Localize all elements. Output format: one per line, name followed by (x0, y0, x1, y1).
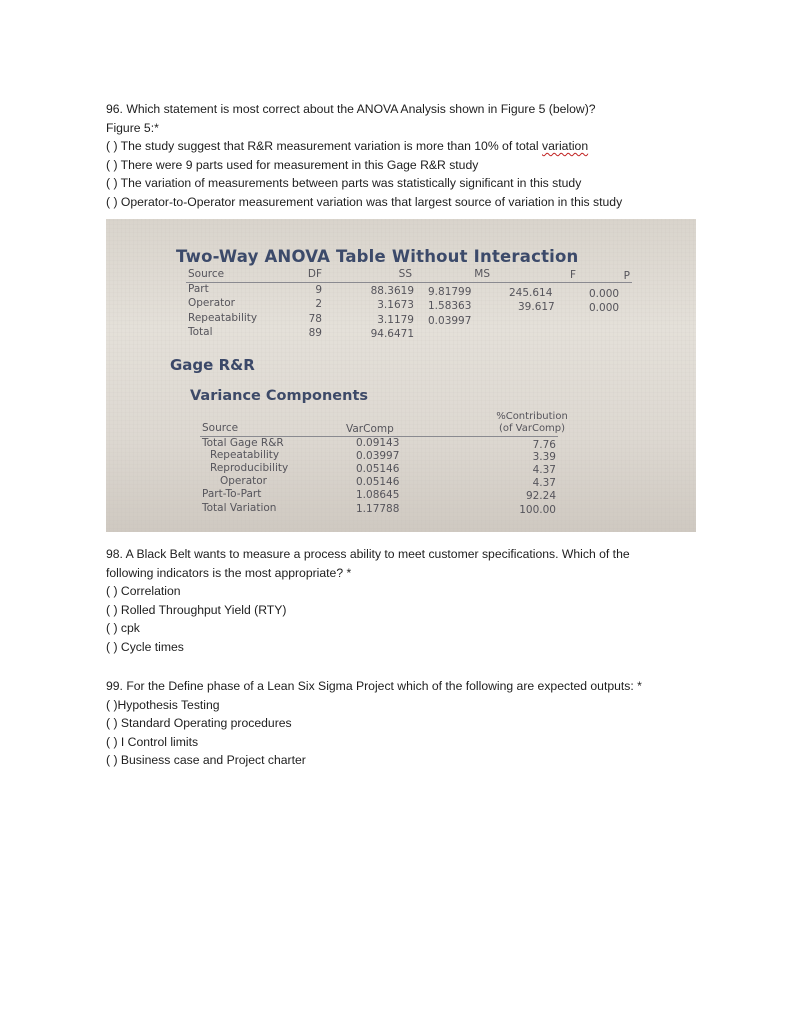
anova-header-ms: MS (474, 268, 490, 280)
anova-ss: 88.3619 (370, 285, 414, 297)
anova-header-f: F (569, 269, 576, 281)
q99-option-4[interactable]: ( ) Business case and Project charter (106, 753, 306, 768)
q96-option-1-text: ( ) The study suggest that R&R measurement variation is more than 10% of total (106, 139, 543, 154)
anova-ms: 1.58363 (428, 300, 472, 312)
q96-option-2[interactable]: ( ) There were 9 parts used for measurement in this Gage R&R study (106, 157, 479, 172)
question-98-text-line-2: following indicators is the most appropriate? * (106, 565, 352, 580)
anova-ss: 3.1673 (377, 299, 414, 311)
q96-option-1[interactable] (106, 137, 622, 156)
anova-ms: 0.03997 (428, 315, 472, 327)
vc-varcomp: 0.03997 (356, 450, 400, 462)
vc-source: Total Gage R&R (202, 437, 284, 449)
anova-df: 9 (315, 284, 322, 296)
question-98-text-line-1: 98. A Black Belt wants to measure a process ability to meet customer specifications. Which of the (106, 547, 630, 561)
spellcheck-underlined-word: variation (542, 139, 589, 154)
q99-option-3[interactable]: ( ) I Control limits (106, 734, 199, 749)
figure-label: Figure 5:* (106, 120, 159, 135)
vc-header-varcomp: VarComp (346, 423, 394, 435)
vc-source: Reproducibility (210, 462, 289, 474)
variance-components-title: Variance Components (190, 388, 369, 404)
vc-contribution: 92.24 (525, 490, 556, 502)
vc-varcomp: 0.05146 (356, 463, 400, 475)
question-98 (106, 545, 630, 657)
anova-ss: 3.1179 (377, 314, 414, 326)
anova-df: 89 (308, 327, 322, 339)
q96-option-3[interactable]: ( ) The variation of measurements between parts was statistically significant in this study (106, 176, 582, 191)
vc-contribution: 4.37 (532, 477, 556, 489)
anova-source: Repeatability (188, 312, 258, 324)
anova-header-source: Source (188, 268, 225, 280)
anova-header-p: P (623, 270, 630, 282)
q96-option-4[interactable]: ( ) Operator-to-Operator measurement variation was that largest source of variation in this study (106, 194, 623, 209)
vc-contribution: 7.76 (532, 439, 556, 451)
vc-varcomp: 1.08645 (356, 489, 400, 501)
question-96-text: 96. Which statement is most correct about the ANOVA Analysis shown in Figure 5 (below)? (106, 102, 596, 116)
anova-f: 39.617 (518, 301, 555, 313)
anova-header-ss: SS (398, 268, 412, 280)
vc-contribution: 100.00 (519, 504, 556, 516)
vc-header-source: Source (202, 422, 239, 434)
anova-header-df: DF (307, 268, 322, 280)
q99-option-2[interactable]: ( ) Standard Operating procedures (106, 716, 292, 731)
anova-df: 78 (308, 313, 322, 325)
q98-option-4[interactable]: ( ) Cycle times (106, 639, 184, 654)
question-96 (106, 100, 622, 212)
vc-source: Total Variation (202, 502, 277, 514)
anova-header-rule (186, 282, 632, 283)
vc-varcomp: 0.05146 (356, 476, 400, 488)
question-99-text: 99. For the Define phase of a Lean Six Sigma Project which of the following are expected outputs: * (106, 679, 642, 693)
q98-option-3[interactable]: ( ) cpk (106, 621, 140, 636)
anova-p: 0.000 (589, 288, 620, 300)
gage-rr-title: Gage R&R (170, 356, 255, 374)
anova-ms: 9.81799 (428, 286, 472, 298)
vc-source: Part-To-Part (202, 488, 262, 500)
anova-p: 0.000 (589, 302, 620, 314)
vc-source: Repeatability (210, 449, 280, 461)
question-99 (106, 677, 642, 770)
vc-varcomp: 1.17788 (356, 503, 400, 515)
vc-header-of-varcomp: (of VarComp) (498, 423, 566, 434)
anova-ss: 94.6471 (370, 328, 414, 340)
q98-option-1[interactable]: ( ) Correlation (106, 584, 181, 599)
vc-contribution: 3.39 (532, 451, 556, 463)
q98-option-2[interactable]: ( ) Rolled Throughput Yield (RTY) (106, 602, 287, 617)
anova-df: 2 (315, 298, 322, 310)
vc-varcomp: 0.09143 (356, 437, 400, 449)
vc-source: Operator (220, 475, 267, 487)
vc-header-contribution: %Contribution (496, 411, 568, 422)
q99-option-1[interactable]: ( )Hypothesis Testing (106, 697, 220, 712)
anova-source: Part (188, 283, 209, 295)
anova-table-title: Two-Way ANOVA Table Without Interaction (176, 247, 579, 266)
vc-contribution: 4.37 (532, 464, 556, 476)
anova-source: Total (188, 326, 213, 338)
anova-f: 245.614 (509, 287, 553, 299)
anova-source: Operator (188, 297, 235, 309)
figure-5-anova-photo (106, 219, 696, 532)
